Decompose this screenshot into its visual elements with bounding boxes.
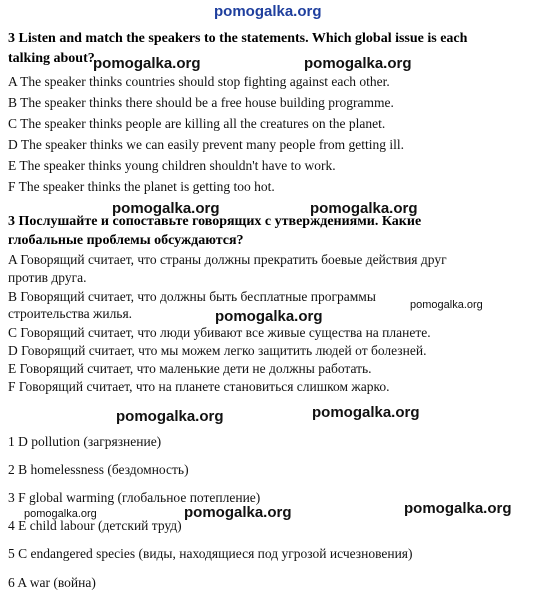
russian-heading-line1: 3 Послушайте и сопоставьте говорящих с утверждениями. Какие — [8, 214, 422, 229]
english-statement-c: C The speaker thinks people are killing all the creatures on the planet. — [8, 116, 386, 131]
watermark: pomogalka.org — [304, 55, 412, 72]
watermark: pomogalka.org — [112, 200, 220, 217]
russian-line-f: F Говорящий считает, что на планете становиться слишком жарко. — [8, 379, 390, 394]
answer-1: 1 D pollution (загрязнение) — [8, 434, 162, 449]
english-heading-line2: talking about? — [8, 51, 95, 66]
watermark: pomogalka.org — [310, 200, 418, 217]
watermark: pomogalka.org — [184, 504, 292, 521]
english-statement-f: F The speaker thinks the planet is getting too hot. — [8, 179, 275, 194]
english-statement-d: D The speaker thinks we can easily prevent many people from getting ill. — [8, 137, 405, 152]
answer-3: 3 F global warming (глобальное потепление) — [8, 490, 261, 505]
answer-4: 4 E child labour (детский труд) — [8, 518, 182, 533]
watermark: pomogalka.org — [410, 299, 483, 311]
answer-5: 5 C endangered species (виды, находящиеся под угрозой исчезновения) — [8, 546, 413, 561]
watermark: pomogalka.org — [24, 508, 97, 520]
russian-line-b2: строительства жилья. — [8, 306, 133, 321]
watermark: pomogalka.org — [404, 500, 512, 517]
russian-line-a2: против друга. — [8, 270, 87, 285]
english-statement-a: A The speaker thinks countries should stop fighting against each other. — [8, 74, 390, 89]
watermark: pomogalka.org — [215, 308, 323, 325]
russian-line-a1: A Говорящий считает, что страны должны прекратить боевые действия друг — [8, 252, 447, 267]
answer-2: 2 B homelessness (бездомность) — [8, 462, 189, 477]
russian-line-c: C Говорящий считает, что люди убивают все живые существа на планете. — [8, 325, 431, 340]
russian-heading-line2: глобальные проблемы обсуждаются? — [8, 233, 244, 248]
english-statement-b: B The speaker thinks there should be a free house building programme. — [8, 95, 394, 110]
watermark: pomogalka.org — [93, 55, 201, 72]
watermark-top: pomogalka.org — [214, 3, 322, 20]
russian-line-e: E Говорящий считает, что маленькие дети не должны работать. — [8, 361, 372, 376]
russian-line-d: D Говорящий считает, что мы можем легко защитить людей от болезней. — [8, 343, 427, 358]
answer-6: 6 A war (война) — [8, 575, 96, 590]
watermark: pomogalka.org — [312, 404, 420, 421]
russian-line-b1: B Говорящий считает, что должны быть бесплатные программы — [8, 289, 376, 304]
english-statement-e: E The speaker thinks young children shouldn't have to work. — [8, 158, 336, 173]
watermark: pomogalka.org — [116, 408, 224, 425]
english-heading-line1: 3 Listen and match the speakers to the statements. Which global issue is each — [8, 31, 468, 46]
